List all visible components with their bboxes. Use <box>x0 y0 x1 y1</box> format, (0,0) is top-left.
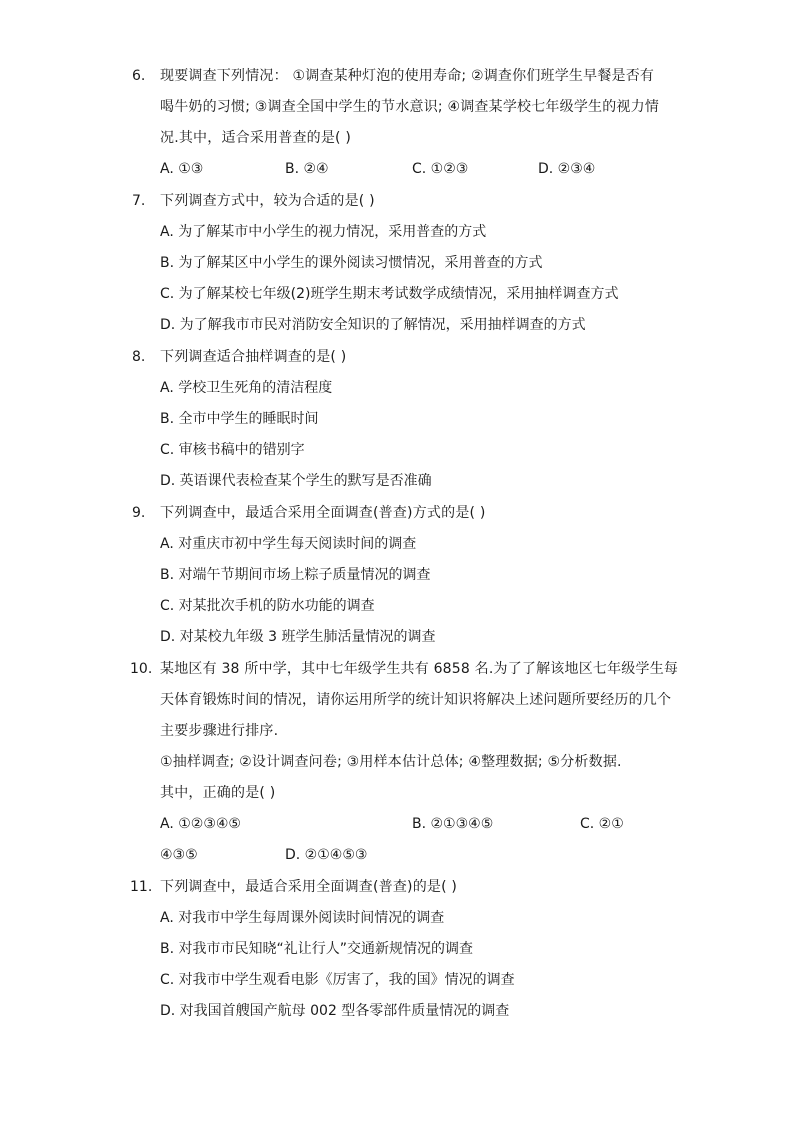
question-number: 8. <box>132 349 146 365</box>
question-text-line: 况.其中，适合采用普查的是( ) <box>160 130 352 146</box>
question-number: 11. <box>130 879 153 895</box>
question-text-line: 下列调查中，最适合采用全面调查(普查)方式的是( ) <box>160 505 486 521</box>
option-b: B. ②①③④⑤ <box>412 816 494 832</box>
option-a: A. ①③ <box>160 161 204 177</box>
option-d: D. 对某校九年级 3 班学生肺活量情况的调查 <box>160 629 436 645</box>
option-c: C. ①②③ <box>412 161 469 177</box>
question-text-line: 喝牛奶的习惯; ③调查全国中学生的节水意识; ④调查某学校七年级学生的视力情 <box>160 99 660 115</box>
option-d: D. 对我国首艘国产航母 002 型各零部件质量情况的调查 <box>160 1003 510 1019</box>
option-b: B. 对端午节期间市场上粽子质量情况的调查 <box>160 567 431 583</box>
option-c: C. 对某批次手机的防水功能的调查 <box>160 598 375 614</box>
question-text-line: 下列调查中，最适合采用全面调查(普查)的是( ) <box>160 879 458 895</box>
option-b: B. 全市中学生的睡眠时间 <box>160 411 319 427</box>
question-number: 7. <box>132 193 146 209</box>
question-text-line: ①抽样调查; ②设计调查问卷; ③用样本估计总体; ④整理数据; ⑤分析数据. <box>160 754 622 770</box>
question-text-line: 某地区有 38 所中学，其中七年级学生共有 6858 名.为了了解该地区七年级学生每 <box>160 661 679 677</box>
option-b: B. 为了解某区中小学生的课外阅读习惯情况，采用普查的方式 <box>160 255 543 271</box>
option-c-continued: ④③⑤ <box>160 847 198 863</box>
question-text-line: 天体育锻炼时间的情况，请你运用所学的统计知识将解决上述问题所要经历的几个 <box>160 692 672 708</box>
option-b: B. 对我市市民知晓“礼让行人”交通新规情况的调查 <box>160 941 474 957</box>
question-number: 9. <box>132 505 146 521</box>
option-c: C. 为了解某校七年级(2)班学生期末考试数学成绩情况，采用抽样调查方式 <box>160 286 619 302</box>
question-text-line: 下列调查适合抽样调查的是( ) <box>160 349 347 365</box>
question-text-line: 现要调查下列情况： ①调查某种灯泡的使用寿命; ②调查你们班学生早餐是否有 <box>160 68 655 84</box>
option-b: B. ②④ <box>285 161 329 177</box>
option-a: A. 为了解某市中小学生的视力情况，采用普查的方式 <box>160 224 487 240</box>
question-number: 10. <box>130 661 153 677</box>
question-text-line: 其中，正确的是( ) <box>160 785 276 801</box>
option-a: A. ①②③④⑤ <box>160 816 241 832</box>
option-c: C. 对我市中学生观看电影《厉害了，我的国》情况的调查 <box>160 972 515 988</box>
option-a: A. 对我市中学生每周课外阅读时间情况的调查 <box>160 910 445 926</box>
option-a: A. 对重庆市初中学生每天阅读时间的调查 <box>160 536 417 552</box>
option-c: C. 审核书稿中的错别字 <box>160 442 305 458</box>
question-number: 6. <box>132 68 146 84</box>
option-d: D. ②①④⑤③ <box>285 847 368 863</box>
option-d: D. 英语课代表检查某个学生的默写是否准确 <box>160 473 432 489</box>
question-text-line: 下列调查方式中，较为合适的是( ) <box>160 193 375 209</box>
option-a: A. 学校卫生死角的清洁程度 <box>160 380 333 396</box>
option-c: C. ②① <box>580 816 624 832</box>
question-text-line: 主要步骤进行排序. <box>160 723 279 739</box>
option-d: D. 为了解我市市民对消防安全知识的了解情况，采用抽样调查的方式 <box>160 317 586 333</box>
option-d: D. ②③④ <box>538 161 596 177</box>
